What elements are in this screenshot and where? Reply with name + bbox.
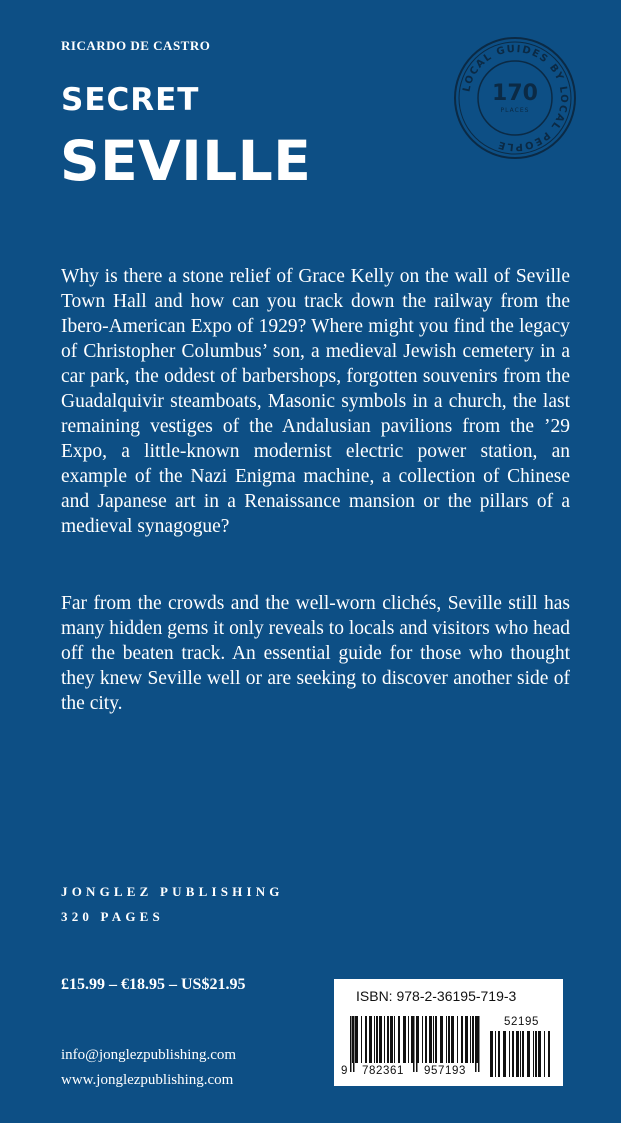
barcode-first-digit: 9 <box>341 1065 348 1077</box>
barcode-bar <box>440 1016 443 1063</box>
barcode-guard-bar <box>478 1016 480 1072</box>
barcode-bar <box>544 1031 545 1077</box>
page-count: 320 PAGES <box>61 909 164 924</box>
barcode-bar <box>411 1016 413 1063</box>
barcode-bar <box>538 1031 541 1077</box>
local-guides-stamp <box>453 36 577 160</box>
barcode-bar <box>398 1016 400 1063</box>
barcode-bar <box>394 1016 395 1063</box>
barcode-guard-bar <box>416 1016 418 1072</box>
barcode-bar <box>446 1016 447 1063</box>
barcode-bar <box>429 1016 432 1063</box>
barcode-bar <box>365 1016 367 1063</box>
stamp-ring-text: LOCAL GUIDES BY LOCAL PEOPLE <box>461 43 570 153</box>
barcode-bar <box>516 1031 519 1077</box>
barcode-bar <box>527 1031 530 1077</box>
description-paragraph-1: Why is there a stone relief of Grace Kelly on the wall of Seville Town Hall and how can you track down the railway from the Ibero-American Expo of 1929? Where might you find the legacy of Christopher Columbus’ son, a medieval Jewish cemetery in a car park, the oddest of barbershops, forgotten souvenirs from the Guadalquivir steamboats, Masonic symbols in a church, the last remaining vestiges of the Andalusian pavilions from the ’29 Expo, a little-known modernist electric power station, an example of the Nazi Enigma machine, a collection of Chinese and Japanese art in a Renaissance mansion or the pillars of a medieval synagogue? <box>61 266 570 537</box>
barcode-bar <box>490 1031 493 1077</box>
barcode-left-digits: 782361 <box>362 1065 404 1077</box>
barcode-bar <box>425 1016 427 1063</box>
barcode-guard-bar <box>475 1016 477 1072</box>
price-list: £15.99 – €18.95 – US$21.95 <box>61 976 246 993</box>
title-secret: SECRET <box>61 82 200 118</box>
barcode-bar <box>435 1016 437 1063</box>
stamp-number: 170 <box>492 81 538 106</box>
barcode-right-digits: 957193 <box>424 1065 466 1077</box>
barcode-guard-bar <box>353 1016 355 1072</box>
barcode-bar <box>461 1016 463 1063</box>
barcode-bar <box>470 1016 471 1063</box>
barcode-bar <box>503 1031 506 1077</box>
barcode-bar <box>533 1031 534 1077</box>
barcode-bar <box>369 1016 372 1063</box>
barcode-bar <box>376 1016 378 1063</box>
barcode-bar <box>422 1016 423 1063</box>
title-seville: SEVILLE <box>60 129 312 193</box>
barcode-guard-bar <box>413 1016 415 1072</box>
barcode-bar <box>495 1031 496 1077</box>
publisher-name: JONGLEZ PUBLISHING <box>61 884 284 899</box>
contact-email[interactable]: info@jonglezpublishing.com <box>61 1047 237 1063</box>
barcode-bar <box>535 1031 537 1077</box>
barcode-bar <box>403 1016 406 1063</box>
barcode-bar <box>379 1016 382 1063</box>
description-paragraph-2: Far from the crowds and the well-worn clichés, Seville still has many hidden gems it only reveals to locals and visitors who head off the beaten track. An essential guide for those who thought they knew Seville well or are seeking to discover another side of the city. <box>61 593 570 714</box>
author-name: RICARDO DE CASTRO <box>61 38 211 53</box>
stamp-places: PLACES <box>500 107 530 114</box>
barcode-bar <box>355 1016 358 1063</box>
barcode-bar <box>472 1016 474 1063</box>
barcode-bar <box>361 1016 362 1063</box>
barcode-bar <box>384 1016 385 1063</box>
barcode-bar <box>448 1016 450 1063</box>
barcode-bar <box>387 1016 389 1063</box>
barcode-addon-digits: 52195 <box>504 1016 539 1028</box>
barcode-bar <box>509 1031 510 1077</box>
barcode-bar <box>451 1016 454 1063</box>
barcode-bar <box>408 1016 409 1063</box>
barcode-bar <box>498 1031 500 1077</box>
barcode-bar <box>512 1031 514 1077</box>
barcode-bar <box>465 1016 468 1063</box>
barcode-bar <box>433 1016 434 1063</box>
barcode-bar <box>457 1016 458 1063</box>
barcode-guard-bar <box>350 1016 352 1072</box>
barcode-bar <box>390 1016 393 1063</box>
contact-website[interactable]: www.jonglezpublishing.com <box>61 1072 234 1088</box>
isbn-label: ISBN: 978-2-36195-719-3 <box>356 988 517 1004</box>
barcode-panel <box>334 979 563 1086</box>
barcode-bar <box>374 1016 375 1063</box>
barcode-bar <box>548 1031 550 1077</box>
barcode-bar <box>520 1031 521 1077</box>
barcode-bar <box>522 1031 524 1077</box>
